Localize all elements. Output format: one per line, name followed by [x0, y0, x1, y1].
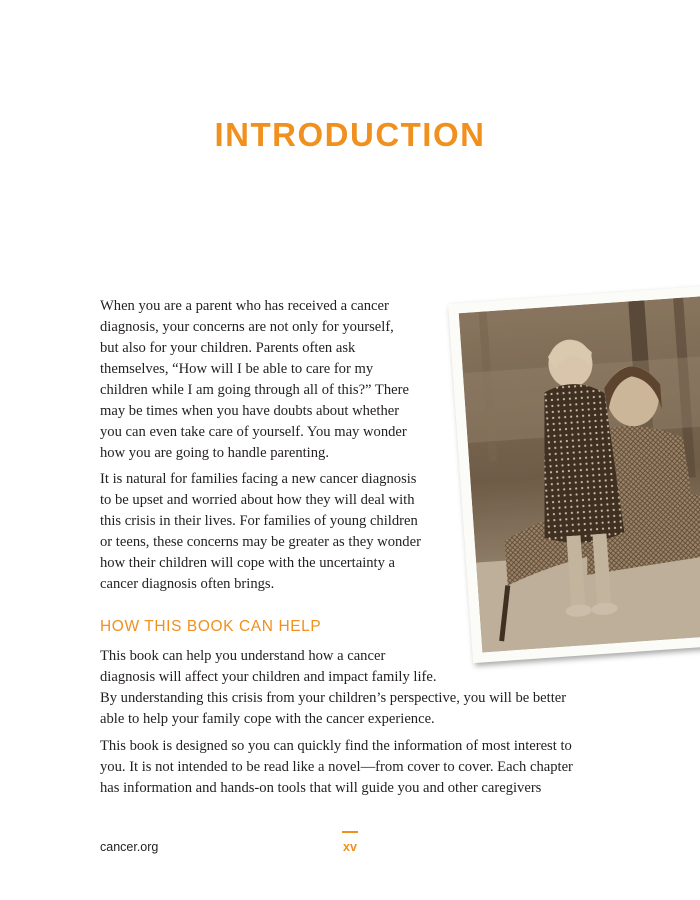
page-number: xv	[343, 840, 357, 854]
text-line: It is natural for families facing a new cancer diagnosis	[100, 471, 417, 487]
photo-image	[459, 295, 700, 652]
text-line: to be upset and worried about how they will deal with	[100, 492, 415, 508]
text-line: may be times when you have doubts about whether	[100, 403, 400, 419]
footer-site: cancer.org	[100, 840, 159, 854]
text-line: but also for your children. Parents often ask	[100, 340, 356, 356]
text-line: diagnosis, your concerns are not only for yourself,	[100, 319, 394, 335]
text-line: When you are a parent who has received a cancer	[100, 298, 389, 314]
text-line: themselves, “How will I be able to care for my	[100, 361, 374, 377]
family-photo	[448, 284, 700, 663]
text-line: diagnosis will affect your children and impact family life.	[100, 669, 437, 685]
text-line: cancer diagnosis often brings.	[100, 576, 275, 592]
text-line: children while I am going through all of this?” There	[100, 382, 409, 398]
text-line: This book is designed so you can quickly find the information of most interest to	[100, 738, 572, 754]
intro-paragraph-1	[100, 296, 409, 464]
page-title: INTRODUCTION	[214, 116, 486, 153]
text-line: able to help your family cope with the cancer experience.	[100, 711, 435, 727]
text-line: you can even take care of yourself. You may wonder	[100, 424, 407, 440]
footer-divider	[342, 831, 358, 833]
text-line: how you are going to handle parenting.	[100, 445, 329, 461]
section-paragraph-2	[100, 736, 573, 799]
text-line: or teens, these concerns may be greater as they wonder	[100, 534, 421, 550]
text-line: this crisis in their lives. For families of young children	[100, 513, 418, 529]
text-line: has information and hands-on tools that will guide you and other caregivers	[100, 780, 542, 796]
text-line: how their children will cope with the uncertainty a	[100, 555, 396, 571]
intro-paragraph-2	[100, 469, 421, 595]
section-heading: HOW THIS BOOK CAN HELP	[100, 618, 322, 635]
text-line: By understanding this crisis from your children’s perspective, you will be better	[100, 690, 567, 706]
text-line: you. It is not intended to be read like a novel—from cover to cover. Each chapter	[100, 759, 573, 775]
text-line: This book can help you understand how a cancer	[100, 648, 386, 664]
